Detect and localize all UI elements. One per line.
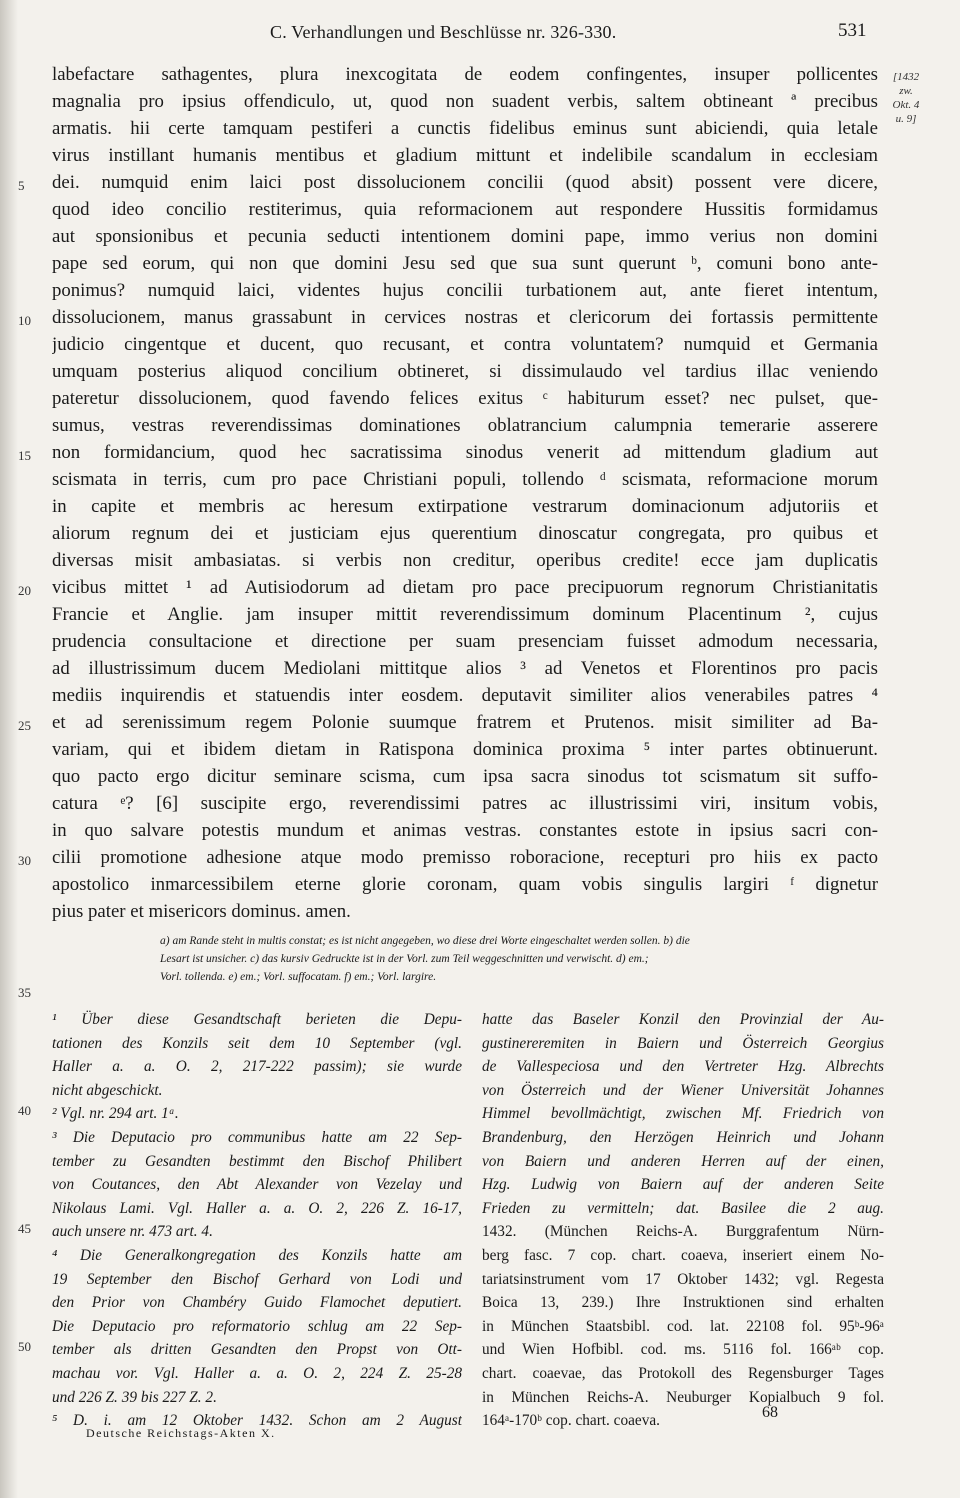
text-line: scismata in terris, cum pro pace Christiani populi, tollendo ᵈ scismata, reformacione morum (52, 469, 878, 490)
line-number: 50 (18, 1339, 31, 1354)
footnote-line: berg fasc. 7 cop. chart. coaeva, inseriert einem No- (482, 1246, 884, 1264)
footnote-line: in München Staatsbibl. cod. lat. 22108 fol. 95ᵇ-96ᵃ (482, 1317, 884, 1335)
line-number: 40 (18, 1103, 31, 1118)
text-line: aliorum regnum dei et justiciam ejus querentium dinoscatur congregata, pro quibus et (52, 523, 878, 544)
footnote-line: Die Deputacio pro reformatorio schlug am 22 Sep- (52, 1317, 462, 1335)
footnote-line: in München Reichs-A. Neuburger Kopialbuch 9 fol. (482, 1388, 884, 1406)
text-line: ad illustrissimum ducem Mediolani mittitque alios ³ ad Venetos et Florentinos pro pacis (52, 658, 878, 679)
footnote-line: ³ Die Deputacio pro communibus hatte am 22 Sep- (52, 1128, 462, 1146)
text-line: dei. numquid enim laici post dissolucionem concilii (quod absit) possent vere dicere, (52, 172, 878, 193)
margin-note-line: u. 9] (895, 113, 917, 125)
footnote-line: von Baiern und anderen Herren auf der einen, (482, 1152, 884, 1170)
page-number: 531 (838, 20, 867, 41)
text-line: vicibus mittet ¹ ad Autisiodorum ad dietam pro pace precipuorum regnorum Christianitatis (52, 577, 878, 598)
footnote-line: Nikolaus Lami. Vgl. Haller a. a. O. 2, 226 Z. 16-17, (52, 1199, 462, 1217)
footnote-line: Haller a. a. O. 2, 217-222 passim); sie wurde (52, 1058, 462, 1076)
footnote-line: Boica 13, 239.) Ihre Instruktionen sind erhalten (482, 1294, 884, 1312)
footnote-line: tationen des Konzils seit dem 10 September (vgl. (52, 1034, 462, 1052)
variant-line: a) am Rande steht in multis constat; es ist nicht angegeben, wo diese drei Worte eingeschaltet werden sollen. b) die (160, 935, 690, 947)
text-line: catura ᵉ? [6] suscipite ergo, reverendissimi patres ac illustrissimi viri, insitum vobis, (52, 793, 878, 814)
footnote-line: Frieden zu vermitteln; dat. Basilee die 2 aug. (482, 1199, 884, 1217)
margin-date-note (884, 70, 928, 126)
text-line: variam, qui et ibidem dietam in Ratispona dominica proxima ⁵ inter partes obtinuerunt. (52, 739, 878, 760)
footnote-line: gustinereremiten in Baiern und Österreich Georgius (482, 1034, 884, 1052)
variant-line: Lesart ist unsicher. c) das kursiv Gedruckte ist in der Vorl. zum Teil weggeschnitten und verwischt. d) em.; (160, 953, 649, 965)
footnote-line: ¹ Über diese Gesandtschaft berieten die Depu- (52, 1011, 462, 1028)
footnote-line: von Österreich und der Wiener Universität Johannes (482, 1081, 884, 1099)
footnote-line: tember als dritten Gesandten den Propst von Ott- (52, 1341, 462, 1359)
margin-note-line: [1432 (892, 71, 920, 83)
text-line: pateretur dissolucionem, quod favendo felices exitus ᶜ habiturum esset? nec pulset, que- (52, 388, 878, 409)
footnote-line: de Vallespeciosa und den Vertreter Hzg. Albrechts (482, 1058, 884, 1076)
footnote-line: tariatsinstrument vom 17 Oktober 1432; vgl. Regesta (482, 1270, 884, 1288)
signature-mark: 68 (762, 1404, 778, 1421)
footnote-line: auch unsere nr. 473 art. 4. (52, 1223, 213, 1241)
text-line: ponimus? numquid laici, videntes hujus concilii turbationem aut, ante fieret intentum, (52, 280, 878, 301)
footnote-line: tember zu Gesandten bestimmt den Bischof Philibert (52, 1152, 462, 1170)
margin-note-line: Okt. 4 (892, 99, 920, 111)
text-line: quo pacto ergo dicitur seminare scisma, cum ipsa sacra sinodus tot scismatum sit suffo- (52, 766, 878, 787)
running-title: C. Verhandlungen und Beschlüsse nr. 326-330. (270, 22, 617, 42)
line-number: 30 (18, 853, 31, 868)
text-line: labefactare sathagentes, plura inexcogitata de eodem confingentes, insuper pollicentes (52, 64, 878, 85)
text-line: armatis. hii certe tamquam pestiferi a cunctis fidelibus eminus sunt abiciendi, quia letale (52, 118, 878, 139)
footnote-line: hatte das Baseler Konzil den Provinzial der Au- (482, 1011, 884, 1028)
text-line: magnalia pro ipsius offendiculo, ut, quod non suadent verbis, saltem obtineant ª precibus (52, 91, 878, 112)
footnote-line: Himmel bevollmächtigt, zwischen Mf. Friedrich von (482, 1105, 884, 1123)
footnote-line: nicht abgeschickt. (52, 1081, 163, 1099)
footnotes-right-column (482, 1008, 884, 1433)
line-number: 10 (18, 313, 31, 328)
line-number: 15 (18, 448, 31, 463)
text-line: in capite et membris ac heresum extirpatione vestrarum dominacionum adjutoriis et (52, 496, 878, 517)
textual-variants (160, 932, 880, 986)
footnote-line: und Wien Hofbibl. cod. ms. 5116 fol. 166ᵃᵇ cop. (482, 1341, 884, 1359)
footnote-line: Brandenburg, den Herzögen Heinrich und Johann (482, 1128, 884, 1146)
variant-line: Vorl. tollenda. e) em.; Vorl. suffocatam. f) em.; Vorl. largire. (160, 971, 437, 983)
footnote-line: 1432. (München Reichs-A. Burggrafentum Nürn- (482, 1223, 884, 1241)
footnote-line: chart. coaevae, das Protokoll des Regensburger Tages (482, 1364, 884, 1382)
text-line: mediis inquirendis et statuendis inter eosdem. deputavit similiter alios venerabiles patres ⁴ (52, 685, 878, 706)
footnotes-left-column (52, 1008, 462, 1433)
footnote-line: ⁵ D. i. am 12 Oktober 1432. Schon am 2 August (52, 1412, 462, 1430)
text-line: umquam posterius aliquod concilium obtineret, si dissimulaudo vel tardius illac veniendo (52, 361, 878, 382)
text-line: aut sponsionibus et pecunia seducti intentionem domini pape, immo verius non domini (52, 226, 878, 247)
text-line: et ad serenissimum regem Polonie suumque fratrem et Prutenos. misit similiter ad Ba- (52, 712, 878, 733)
text-line: apostolico inmarcessibilem eterne glorie coronam, quam vobis singulis largiri ᶠ dignetur (52, 874, 878, 895)
text-line: quod ideo concilio restiterimus, quia reformacionem aut respondere Hussitis formidamus (52, 199, 878, 220)
text-line: diversas misit ambasiatas. si verbis non creditur, operibus credite! ecce jam duplicatis (52, 550, 878, 571)
running-header (0, 20, 960, 50)
footnote-line: ² Vgl. nr. 294 art. 1ᵃ. (52, 1105, 179, 1123)
line-number: 5 (18, 178, 25, 193)
footnote-line: von Coutances, den Abt Alexander von Vezelay und (52, 1176, 462, 1194)
footnote-line: 164ᵃ-170ᵇ cop. chart. coaeva. (482, 1412, 660, 1430)
footnote-line: Hzg. Ludwig von Baiern auf der anderen Seite (482, 1176, 884, 1194)
text-line: dissolucionem, manus grassabunt in cervices nostras et clericorum dei fortassis permittente (52, 307, 878, 328)
line-number: 25 (18, 718, 31, 733)
page-edge-shadow (0, 0, 18, 1498)
text-line: judicio cingentque et ducent, quo recusant, et contra voluntatem? numquid et Germania (52, 334, 878, 355)
line-number: 35 (18, 985, 31, 1000)
footnote-line: 19 September den Bischof Gerhard von Lodi und (52, 1270, 462, 1288)
margin-note-line: zw. (899, 85, 913, 97)
text-line: non formidancium, quod hec sacratissima sinodus venerit ad mittendum gladium aut (52, 442, 878, 463)
text-line: pius pater et misericors dominus. amen. (52, 901, 351, 922)
footnote-line: ⁴ Die Generalkongregation des Konzils hatte am (52, 1246, 462, 1264)
footnote-line: und 226 Z. 39 bis 227 Z. 2. (52, 1388, 217, 1406)
text-line: in quo salvare potestis mundum et animas vestras. constantes estote in ipsius sacri con- (52, 820, 878, 841)
text-line: cilii promotione adhesione atque modo premisso roboracione, recepturi pro hiis ex pacto (52, 847, 878, 868)
footnote-line: machau vor. Vgl. Haller a. a. O. 2, 224 Z. 25-28 (52, 1364, 462, 1382)
text-line: virus instillant humanis mentibus et gladium mittunt et indelibile scandalum in ecclesiam (52, 145, 878, 166)
text-line: sumus, vestras reverendissimas dominationes oblatrancium calumpnia temerarie asserere (52, 415, 878, 436)
text-line: prudencia consultacione et directione per suam presenciam fuisset admodum necessaria, (52, 631, 878, 652)
text-line: Francie et Anglie. jam insuper mittit reverendissimum dominum Placentinum ², cujus (52, 604, 878, 625)
series-title-footer: Deutsche Reichstags-Akten X. (86, 1426, 276, 1440)
text-line: pape sed eorum, qui non que domini Jesu sed que sua sunt querunt ᵇ, comuni bono ante- (52, 253, 878, 274)
footnote-line: den Prior von Chambéry Guido Flamochet deputiert. (52, 1294, 462, 1312)
line-number: 45 (18, 1221, 31, 1236)
line-number: 20 (18, 583, 31, 598)
